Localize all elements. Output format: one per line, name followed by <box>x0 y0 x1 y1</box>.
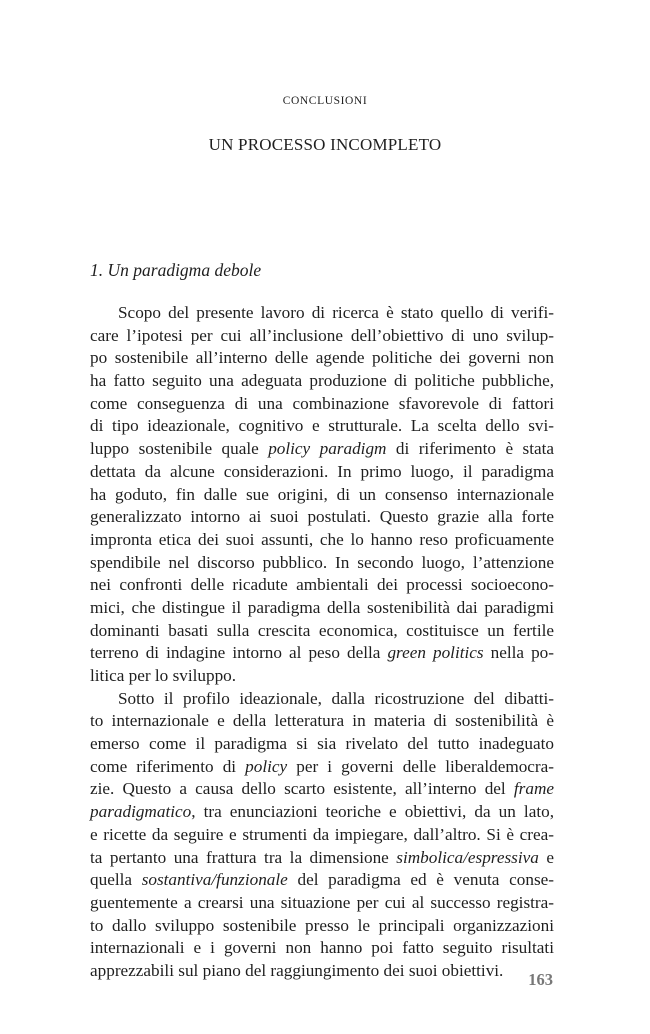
text-line <box>90 915 554 938</box>
text-segment: ha fatto seguito una adeguata produzione di politiche pubbliche, <box>90 371 554 391</box>
text-segment: mici, che distingue il paradigma della sostenibilità dai paradigmi <box>90 597 554 617</box>
text-segment: per i governi delle liberaldemocra- <box>287 756 554 776</box>
text-segment: quella <box>90 870 142 890</box>
text-segment: e ricette da seguire e strumenti da impiegare, dall’altro. Si è crea- <box>90 824 554 844</box>
text-line <box>90 710 554 733</box>
text-segment: ta pertanto una frattura tra la dimensione <box>90 847 397 867</box>
text-segment: Sotto il profilo ideazionale, dalla ricostruzione del dibatti- <box>118 688 554 708</box>
text-segment: , tra enunciazioni teoriche e obiettivi, da un lato, <box>191 802 554 822</box>
text-segment: del paradigma ed è venuta conse- <box>287 870 554 890</box>
text-line <box>90 960 554 983</box>
paragraph <box>90 302 554 688</box>
text-segment: emerso come il paradigma si sia rivelato del tutto inadeguato <box>90 734 554 754</box>
text-segment: terreno di indagine intorno al peso della <box>90 643 388 663</box>
body-text <box>90 302 554 983</box>
text-segment: po sostenibile all’interno delle agende politiche dei governi non <box>90 348 554 368</box>
text-segment: luppo sostenibile quale <box>90 439 269 459</box>
italic-term: policy <box>245 756 288 776</box>
text-line <box>90 506 554 529</box>
text-line <box>90 597 554 620</box>
text-segment: dettata da alcune considerazioni. In primo luogo, il paradigma <box>90 461 554 481</box>
text-line <box>90 325 554 348</box>
text-segment: litica per lo sviluppo. <box>90 666 237 685</box>
text-segment: to internazionale e della letteratura in materia di sostenibilità è <box>90 711 554 731</box>
text-line <box>90 733 554 756</box>
text-line <box>90 665 554 688</box>
text-line <box>90 461 554 484</box>
text-segment: come riferimento di <box>90 756 246 776</box>
text-segment: nella po- <box>483 643 554 663</box>
text-line <box>90 347 554 370</box>
text-line <box>90 642 554 665</box>
text-segment: e <box>538 847 554 867</box>
text-line <box>90 756 554 779</box>
text-line <box>90 574 554 597</box>
text-segment: apprezzabili sul piano del raggiungimento dei suoi obiettivi. <box>90 960 504 980</box>
text-line <box>90 370 554 393</box>
italic-term: frame <box>513 779 554 799</box>
italic-term: green politics <box>387 643 484 663</box>
italic-term: paradigmatico <box>90 802 192 822</box>
paragraph <box>90 688 554 983</box>
text-line <box>90 620 554 643</box>
text-line <box>90 529 554 552</box>
text-segment: dominanti basati sulla crescita economica, costituisce un fertile <box>90 620 554 640</box>
text-line <box>90 824 554 847</box>
text-line <box>90 393 554 416</box>
text-segment: internazionali e i governi non hanno poi fatto seguito risultati <box>90 938 554 958</box>
text-segment: nei confronti delle ricadute ambientali dei processi socioecono- <box>90 575 554 595</box>
text-segment: spendibile nel discorso pubblico. In secondo luogo, l’attenzione <box>90 552 554 572</box>
text-line <box>90 778 554 801</box>
text-segment: generalizzato intorno ai suoi postulati. Questo grazie alla forte <box>90 507 554 527</box>
text-line <box>90 552 554 575</box>
text-segment: di tipo ideazionale, cognitivo e strutturale. La scelta dello svi- <box>90 416 554 436</box>
italic-term: simbolica/espressiva <box>396 847 539 867</box>
text-line <box>90 438 554 461</box>
text-segment: zie. Questo a causa dello scarto esistente, all’interno del <box>90 779 514 799</box>
text-line <box>90 688 554 711</box>
text-segment: di riferimento è stata <box>386 439 554 459</box>
page-number: 163 <box>528 970 553 989</box>
text-segment: to dallo sviluppo sostenibile presso le principali organizzazioni <box>90 915 554 935</box>
text-line <box>90 302 554 325</box>
running-head: CONCLUSIONI <box>282 95 368 107</box>
text-segment: Scopo del presente lavoro di ricerca è stato quello di verifi- <box>118 303 554 322</box>
text-segment: ha goduto, fin dalle sue origini, di un consenso internazionale <box>90 484 554 504</box>
text-line <box>90 892 554 915</box>
text-segment: guentemente a crearsi una situazione per cui al successo registra- <box>90 892 554 912</box>
chapter-title: UN PROCESSO INCOMPLETO <box>208 135 442 154</box>
italic-term: policy paradigm <box>268 439 387 459</box>
text-line <box>90 801 554 824</box>
text-line <box>90 847 554 870</box>
text-segment: care l’ipotesi per cui all’inclusione dell’obiettivo di uno svilup- <box>90 325 554 345</box>
text-line <box>90 484 554 507</box>
section-heading: 1. Un paradigma debole <box>90 260 262 280</box>
text-segment: impronta etica dei suoi assunti, che lo hanno reso proficuamente <box>90 529 554 549</box>
text-line <box>90 415 554 438</box>
text-segment: come conseguenza di una combinazione sfavorevole di fattori <box>90 393 554 413</box>
text-line <box>90 869 554 892</box>
text-line <box>90 937 554 960</box>
italic-term: sostantiva/funzionale <box>141 870 288 890</box>
